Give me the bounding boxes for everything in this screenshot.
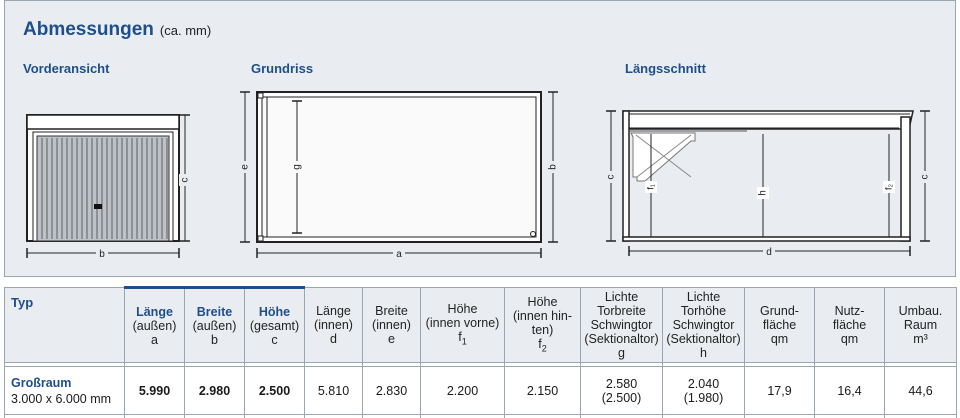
header-text: (gesamt) <box>249 318 300 333</box>
header-text: Höhe <box>447 301 478 316</box>
front-dim-b: b <box>99 249 105 260</box>
header-text: (außen) <box>192 318 237 333</box>
cell-e: 2.830 <box>363 367 421 415</box>
section-dim-c-right: c <box>919 174 931 180</box>
cell-f1: 2.200 <box>421 367 505 415</box>
header-text: (innen vorne) <box>425 315 500 330</box>
cell-c: 2.500 <box>245 367 305 415</box>
header-hoehe-gesamt <box>245 288 305 363</box>
header-typ: Typ <box>5 288 125 363</box>
cell-f2: 2.150 <box>505 367 581 415</box>
header-text: (innen) <box>314 318 353 332</box>
cell-h <box>663 367 745 415</box>
plan-dim-a: a <box>396 249 402 260</box>
header-text: Raum <box>903 318 938 332</box>
door-handle-icon <box>94 204 102 209</box>
header-nutzflaeche <box>815 288 885 363</box>
section-dim-d: d <box>766 247 772 258</box>
section-dim-c-left: c <box>605 174 617 180</box>
plan-dim-e: e <box>239 164 251 170</box>
cell-grundflaeche: 17,9 <box>745 367 815 415</box>
header-text: e <box>388 332 395 346</box>
section-dim-f1: f₁ <box>645 184 656 190</box>
header-lichte-torhoehe <box>663 288 745 363</box>
title-text: Abmessungen <box>23 19 154 40</box>
section-dim-f2: f₂ <box>883 184 894 190</box>
header-text: qm <box>770 332 789 346</box>
header-text: fläche <box>832 318 867 332</box>
front-view-label: Vorderansicht <box>23 61 110 76</box>
cell-a: 5.990 <box>125 367 185 415</box>
header-text: Breite <box>196 304 233 319</box>
section-dim-h: h <box>757 190 769 196</box>
cell-typ <box>5 367 125 415</box>
header-text: (Sektionaltor) <box>584 332 659 346</box>
header-text: fläche <box>762 318 797 332</box>
header-hoehe-innen-hinten <box>505 288 581 363</box>
header-text: (innen) <box>372 318 411 332</box>
header-text: (innen hin- <box>512 308 573 323</box>
header-laenge-aussen <box>125 288 185 363</box>
dimension-drawings <box>5 1 957 278</box>
header-text: 1 <box>461 336 467 347</box>
spacer-row <box>5 415 957 418</box>
header-hoehe-innen-vorne <box>421 288 505 363</box>
header-grundflaeche <box>745 288 815 363</box>
header-text: h <box>700 346 707 360</box>
header-text: b <box>211 332 218 347</box>
plan-view-drawing <box>239 92 559 260</box>
header-breite-aussen <box>185 288 245 363</box>
row-size: 3.000 x 6.000 mm <box>11 391 112 406</box>
header-text: a <box>151 332 158 347</box>
cell-value: (2.500) <box>601 390 642 405</box>
front-dim-c: c <box>179 177 191 183</box>
header-text: Schwingtor <box>672 318 735 332</box>
plan-dim-g: g <box>291 164 303 170</box>
header-text: g <box>618 346 625 360</box>
header-text: c <box>271 332 278 347</box>
row-name: Großraum <box>11 375 72 390</box>
cell-d: 5.810 <box>305 367 363 415</box>
section-view-drawing <box>605 111 931 258</box>
header-text: m³ <box>913 332 928 346</box>
section-view-label: Längsschnitt <box>625 61 706 76</box>
cell-value: 2.040 <box>687 376 720 391</box>
header-laenge-innen <box>305 288 363 363</box>
header-text: (außen) <box>132 318 177 333</box>
header-text: d <box>330 332 337 346</box>
header-text: Höhe <box>527 294 558 309</box>
header-breite-innen <box>363 288 421 363</box>
dimensions-panel <box>4 0 956 277</box>
cell-nutzflaeche: 16,4 <box>815 367 885 415</box>
header-text: Breite <box>375 304 408 318</box>
unit-label: (ca. mm) <box>159 23 212 38</box>
header-text: Grund- <box>760 304 799 318</box>
header-text: Lichte Torhöhe <box>680 290 727 318</box>
plan-view-label: Grundriss <box>251 61 314 76</box>
header-text: Schwingtor <box>590 318 653 332</box>
header-text: Höhe <box>258 304 291 319</box>
header-text: Lichte Torbreite <box>597 290 646 318</box>
table-header-row <box>5 288 957 363</box>
header-text: Länge <box>136 304 173 319</box>
cell-b: 2.980 <box>185 367 245 415</box>
header-text: 2 <box>541 343 547 354</box>
cell-value: 2.580 <box>605 376 638 391</box>
header-lichte-torbreite <box>581 288 663 363</box>
cell-value: (1.980) <box>683 390 724 405</box>
header-umbauter-raum <box>885 288 957 363</box>
table-row <box>5 367 957 415</box>
header-text: f <box>458 329 462 344</box>
header-text: qm <box>840 332 859 346</box>
cell-g <box>581 367 663 415</box>
cell-raum: 44,6 <box>885 367 957 415</box>
header-text: Länge <box>316 304 351 318</box>
dimensions-table <box>4 286 956 418</box>
header-text: (Sektionaltor) <box>666 332 741 346</box>
header-text: f <box>538 336 542 351</box>
header-text: ten) <box>531 322 554 337</box>
front-view-drawing <box>27 115 191 260</box>
header-text: Umbau. <box>898 304 943 318</box>
plan-dim-b: b <box>547 164 559 170</box>
header-text: Nutz- <box>834 304 865 318</box>
